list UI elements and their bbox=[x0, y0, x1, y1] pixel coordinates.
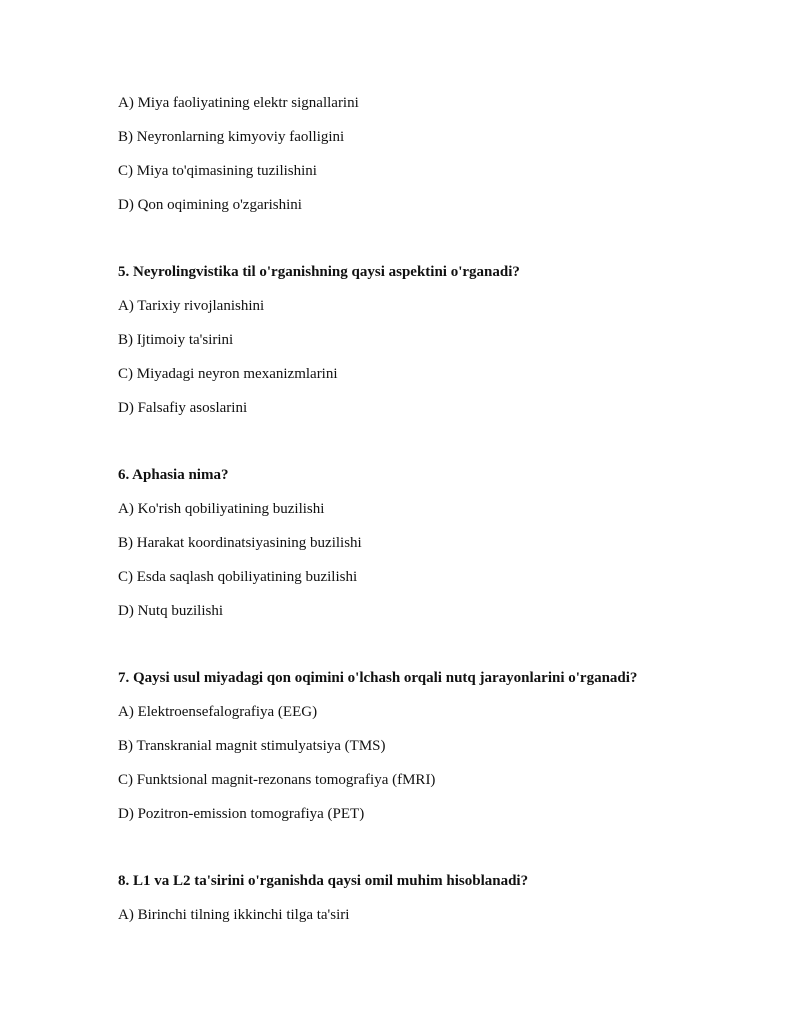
option-b: B) Ijtimoiy ta'sirini bbox=[118, 332, 234, 348]
option-a: A) Birinchi tilning ikkinchi tilga ta'siri bbox=[118, 907, 350, 923]
option-b: B) Transkranial magnit stimulyatsiya (TMS) bbox=[118, 738, 386, 754]
option-c: C) Miyadagi neyron mexanizmlarini bbox=[118, 366, 338, 382]
option-a: A) Ko'rish qobiliyatining buzilishi bbox=[118, 501, 325, 517]
option-b: B) Harakat koordinatsiyasining buzilishi bbox=[118, 535, 362, 551]
option-c: C) Miya to'qimasining tuzilishini bbox=[118, 163, 317, 179]
question-5: 5. Neyrolingvistika til o'rganishning qaysi aspektini o'rganadi? bbox=[118, 264, 520, 280]
question-8: 8. L1 va L2 ta'sirini o'rganishda qaysi omil muhim hisoblanadi? bbox=[118, 873, 529, 889]
option-d: D) Falsafiy asoslarini bbox=[118, 400, 248, 416]
option-d: D) Pozitron-emission tomografiya (PET) bbox=[118, 806, 365, 822]
question-7: 7. Qaysi usul miyadagi qon oqimini o'lchash orqali nutq jarayonlarini o'rganadi? bbox=[118, 670, 638, 686]
option-c: C) Esda saqlash qobiliyatining buzilishi bbox=[118, 569, 358, 585]
option-a: A) Elektroensefalografiya (EEG) bbox=[118, 704, 318, 720]
question-6: 6. Aphasia nima? bbox=[118, 467, 229, 483]
option-d: D) Qon oqimining o'zgarishini bbox=[118, 197, 302, 213]
option-a: A) Tarixiy rivojlanishini bbox=[118, 298, 265, 314]
option-b: B) Neyronlarning kimyoviy faolligini bbox=[118, 129, 345, 145]
option-d: D) Nutq buzilishi bbox=[118, 603, 223, 619]
option-c: C) Funktsional magnit-rezonans tomografiya (fMRI) bbox=[118, 772, 436, 788]
option-a: A) Miya faoliyatining elektr signallarini bbox=[118, 95, 359, 111]
